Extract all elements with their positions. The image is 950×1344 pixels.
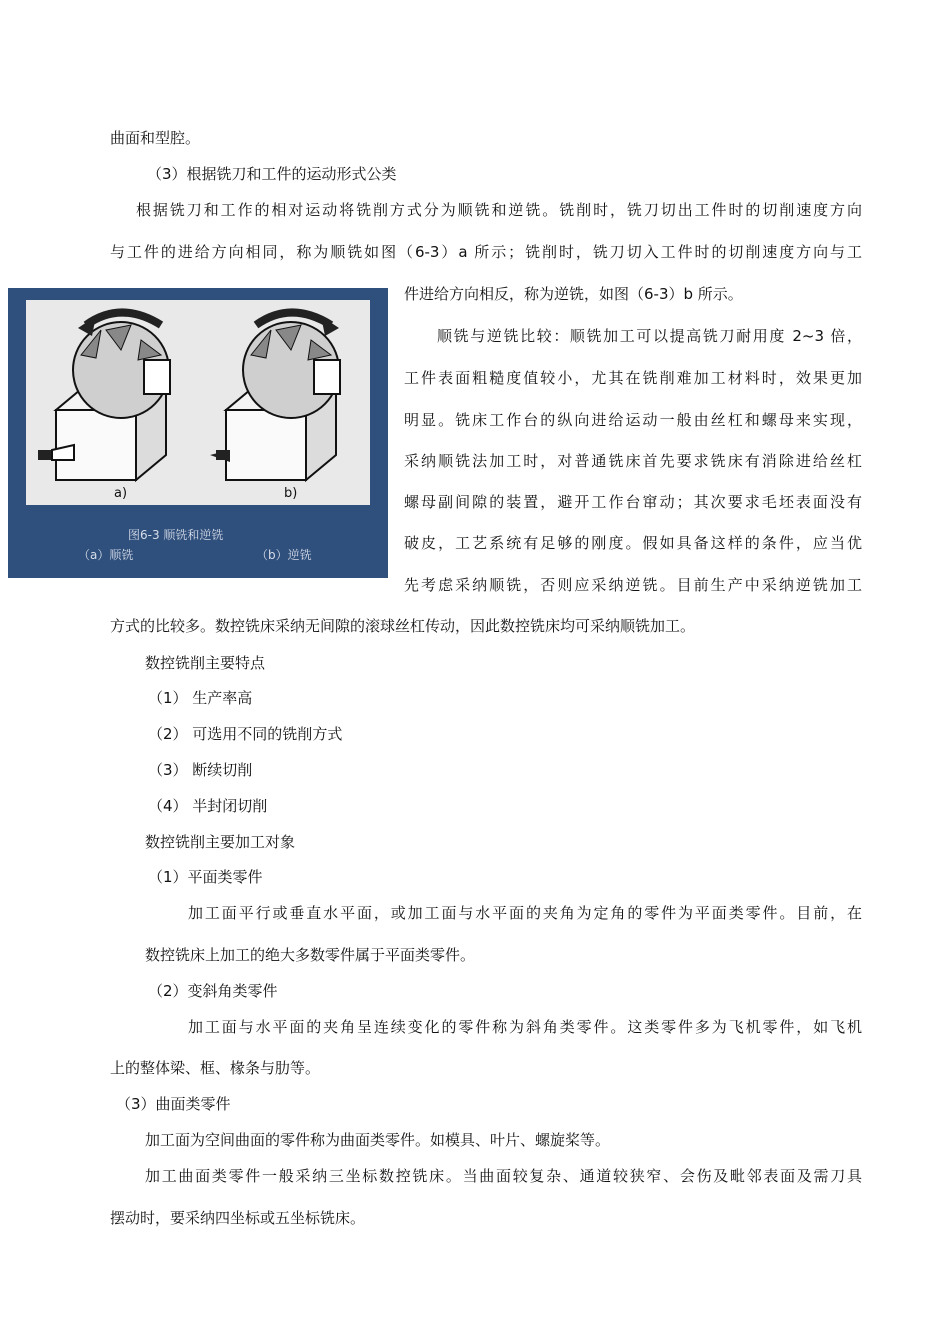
paragraph-line: 根据铣刀和工作的相对运动将铣削方式分为顺铣和逆铣。铣削时，铣刀切出工件时的切削速度方向: [136, 201, 862, 219]
paragraph-line: 加工曲面类零件一般采纳三坐标数控铣床。当曲面较复杂、通道较狭窄、会伤及毗邻表面及需刀具: [145, 1167, 862, 1185]
paragraph-line: 加工面为空间曲面的零件称为曲面类零件。如模具、叶片、螺旋桨等。: [145, 1131, 611, 1149]
paragraph-line: 螺母副间隙的装置，避开工作台窜动；其次要求毛坯表面没有: [404, 493, 862, 511]
paragraph-line: 明显。铣床工作台的纵向进给运动一般由丝杠和螺母来实现，: [404, 411, 862, 429]
paragraph-line: 采纳顺铣法加工时，对普通铣床首先要求铣床有消除进给丝杠: [404, 452, 862, 470]
figure-label-b: b): [284, 486, 298, 501]
subsection-heading: （2）变斜角类零件: [148, 982, 278, 1000]
down-milling-drawing: [38, 313, 170, 481]
paragraph-line: 数控铣床上加工的绝大多数零件属于平面类零件。: [145, 946, 476, 964]
section-heading: （3）根据铣刀和工件的运动形式公类: [147, 165, 397, 183]
list-item: （4） 半封闭切削: [148, 797, 268, 815]
paragraph-line: 件进给方向相反，称为逆铣，如图（6-3）b 所示。: [404, 285, 743, 303]
paragraph-line: 加工面平行或垂直水平面，或加工面与水平面的夹角为定角的零件为平面类零件。目前，在: [188, 904, 862, 922]
section-heading: 数控铣削主要加工对象: [145, 833, 296, 851]
paragraph-line: 与工件的进给方向相同，称为顺铣如图（6-3）a 所示；铣削时，铣刀切入工件时的切削速度方向与工: [110, 243, 862, 261]
milling-illustration: [26, 300, 370, 505]
section-heading: 数控铣削主要特点: [145, 654, 266, 672]
figure-label-a: a): [114, 486, 128, 501]
paragraph-line: 顺铣与逆铣比较：顺铣加工可以提高铣刀耐用度 2~3 倍，: [437, 327, 862, 345]
paragraph-line: 摆动时，要采纳四坐标或五坐标铣床。: [110, 1209, 366, 1227]
subsection-heading: （1）平面类零件: [148, 868, 263, 886]
text-line: 曲面和型腔。: [110, 129, 201, 147]
figure-panel: [26, 300, 370, 505]
paragraph-line: 方式的比较多。数控铣床采纳无间隙的滚球丝杠传动，因此数控铣床均可采纳顺铣加工。: [110, 617, 696, 635]
paragraph-line: 破皮，工艺系统有足够的刚度。假如具备这样的条件，应当优: [404, 534, 862, 552]
figure-6-3: [8, 288, 388, 578]
paragraph-line: 加工面与水平面的夹角呈连续变化的零件称为斜角类零件。这类零件多为飞机零件，如飞机: [188, 1018, 862, 1036]
figure-caption: 图6-3 顺铣和逆铣: [128, 528, 224, 542]
list-item: （1） 生产率高: [148, 689, 253, 707]
paragraph-line: 上的整体梁、框、椽条与肋等。: [110, 1059, 321, 1077]
list-item: （2） 可选用不同的铣削方式: [148, 725, 343, 743]
figure-subcaption-a: （a）顺铣: [78, 548, 134, 562]
paragraph-line: 工件表面粗糙度值较小，尤其在铣削难加工材料时，效果更加: [404, 369, 862, 387]
subsection-heading: （3）曲面类零件: [116, 1095, 231, 1113]
list-item: （3） 断续切削: [148, 761, 253, 779]
paragraph-line: 先考虑采纳顺铣，否则应采纳逆铣。目前生产中采纳逆铣加工: [404, 576, 862, 594]
figure-subcaption-b: （b）逆铣: [256, 548, 312, 562]
up-milling-drawing: [210, 313, 340, 481]
